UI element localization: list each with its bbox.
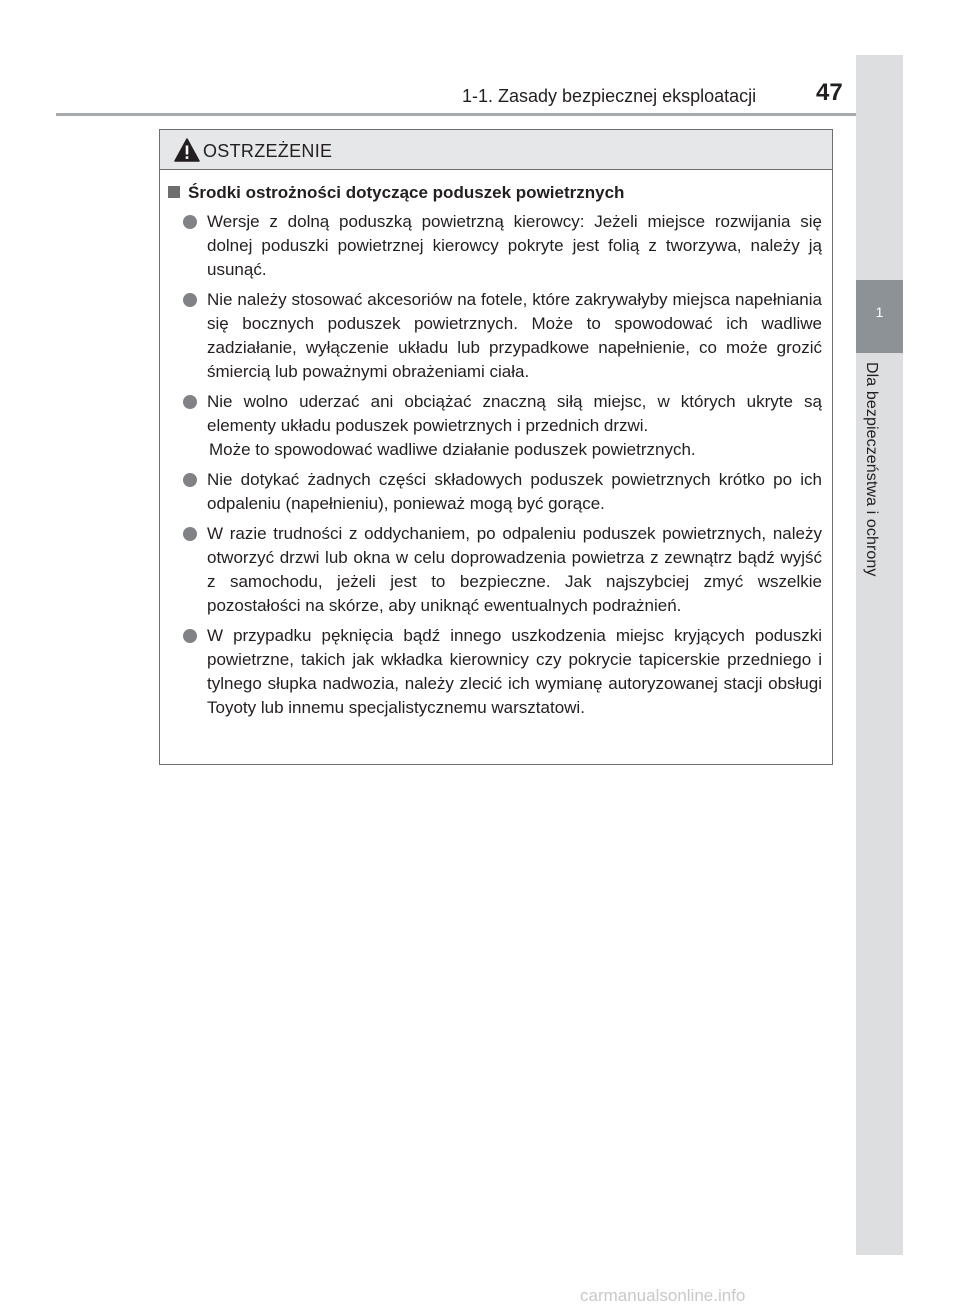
section-header-title: 1-1. Zasady bezpiecznej eksploatacji xyxy=(462,86,757,106)
round-bullet-icon xyxy=(183,629,197,643)
chapter-side-tab xyxy=(856,55,903,1255)
list-item-text: Wersje z dolną poduszką powietrzną kierowcy: Jeżeli miejsce rozwijania się dolnej poduszki powietrznej kierowcy pokryte jest folią z tworzywa, należy ją usunąć. xyxy=(207,212,822,279)
warning-triangle-icon xyxy=(174,138,200,162)
list-item xyxy=(182,624,822,720)
warning-box xyxy=(159,129,833,765)
list-item xyxy=(182,390,822,462)
list-item-text: Nie dotykać żadnych części składowych poduszek powietrznych krótko po ich odpaleniu (napełnieniu), ponieważ mogą być gorące. xyxy=(207,470,822,513)
list-item-text: Nie wolno uderzać ani obciążać znaczną siłą miejsc, w których ukryte są elementy układu poduszek powietrznych i przednich drzwi. xyxy=(207,392,822,435)
round-bullet-icon xyxy=(183,293,197,307)
chapter-number-box xyxy=(856,280,903,353)
chapter-title: Dla bezpieczeństwa i ochrony xyxy=(863,362,880,577)
round-bullet-icon xyxy=(183,473,197,487)
watermark: carmanualsonline.info xyxy=(580,1286,746,1305)
warning-title: OSTRZEŻENIE xyxy=(203,141,333,161)
warning-section-heading xyxy=(168,183,624,203)
round-bullet-icon xyxy=(183,395,197,409)
list-item xyxy=(182,288,822,384)
list-item xyxy=(182,522,822,618)
chapter-number: 1 xyxy=(875,304,884,320)
list-item-text: Nie należy stosować akcesoriów na fotele, które zakrywałyby miejsca napełniania się bocznych poduszek powietrznych. Może to spowodować ich wadliwe zadziałanie, wyłączenie układu lub przypadkowe napełnienie, co może grozić śmiercią lub poważnymi obrażeniami ciała. xyxy=(207,290,822,381)
warning-header xyxy=(160,130,832,170)
section-heading-text: Środki ostrożności dotyczące poduszek powietrznych xyxy=(188,183,625,202)
list-item-note: Może to spowodować wadliwe działanie poduszek powietrznych. xyxy=(209,440,696,459)
warning-list xyxy=(182,210,822,726)
header-divider xyxy=(56,113,856,116)
list-item xyxy=(182,468,822,516)
list-item-text: W przypadku pęknięcia bądź innego uszkodzenia miejsc kryjących poduszki powietrzne, takich jak wkładka kierownicy czy pokrycie tapicerskie przedniego i tylnego słupka nadwozia, należy zlecić ich wymianę autoryzowanej stacji obsługi Toyoty lub innemu specjalistycznemu warsztatowi. xyxy=(207,626,822,717)
list-item xyxy=(182,210,822,282)
list-item-text: W razie trudności z oddychaniem, po odpaleniu poduszek powietrznych, należy otworzyć drzwi lub okna w celu doprowadzenia powietrza z zewnątrz bądź wyjść z samochodu, jeżeli jest to bezpieczne. Jak najszybciej zmyć wszelkie pozostałości na skórze, aby uniknąć ewentualnych podrażnień. xyxy=(207,524,822,615)
round-bullet-icon xyxy=(183,527,197,541)
page-number: 47 xyxy=(816,79,843,106)
round-bullet-icon xyxy=(183,215,197,229)
square-bullet-icon xyxy=(168,186,180,198)
